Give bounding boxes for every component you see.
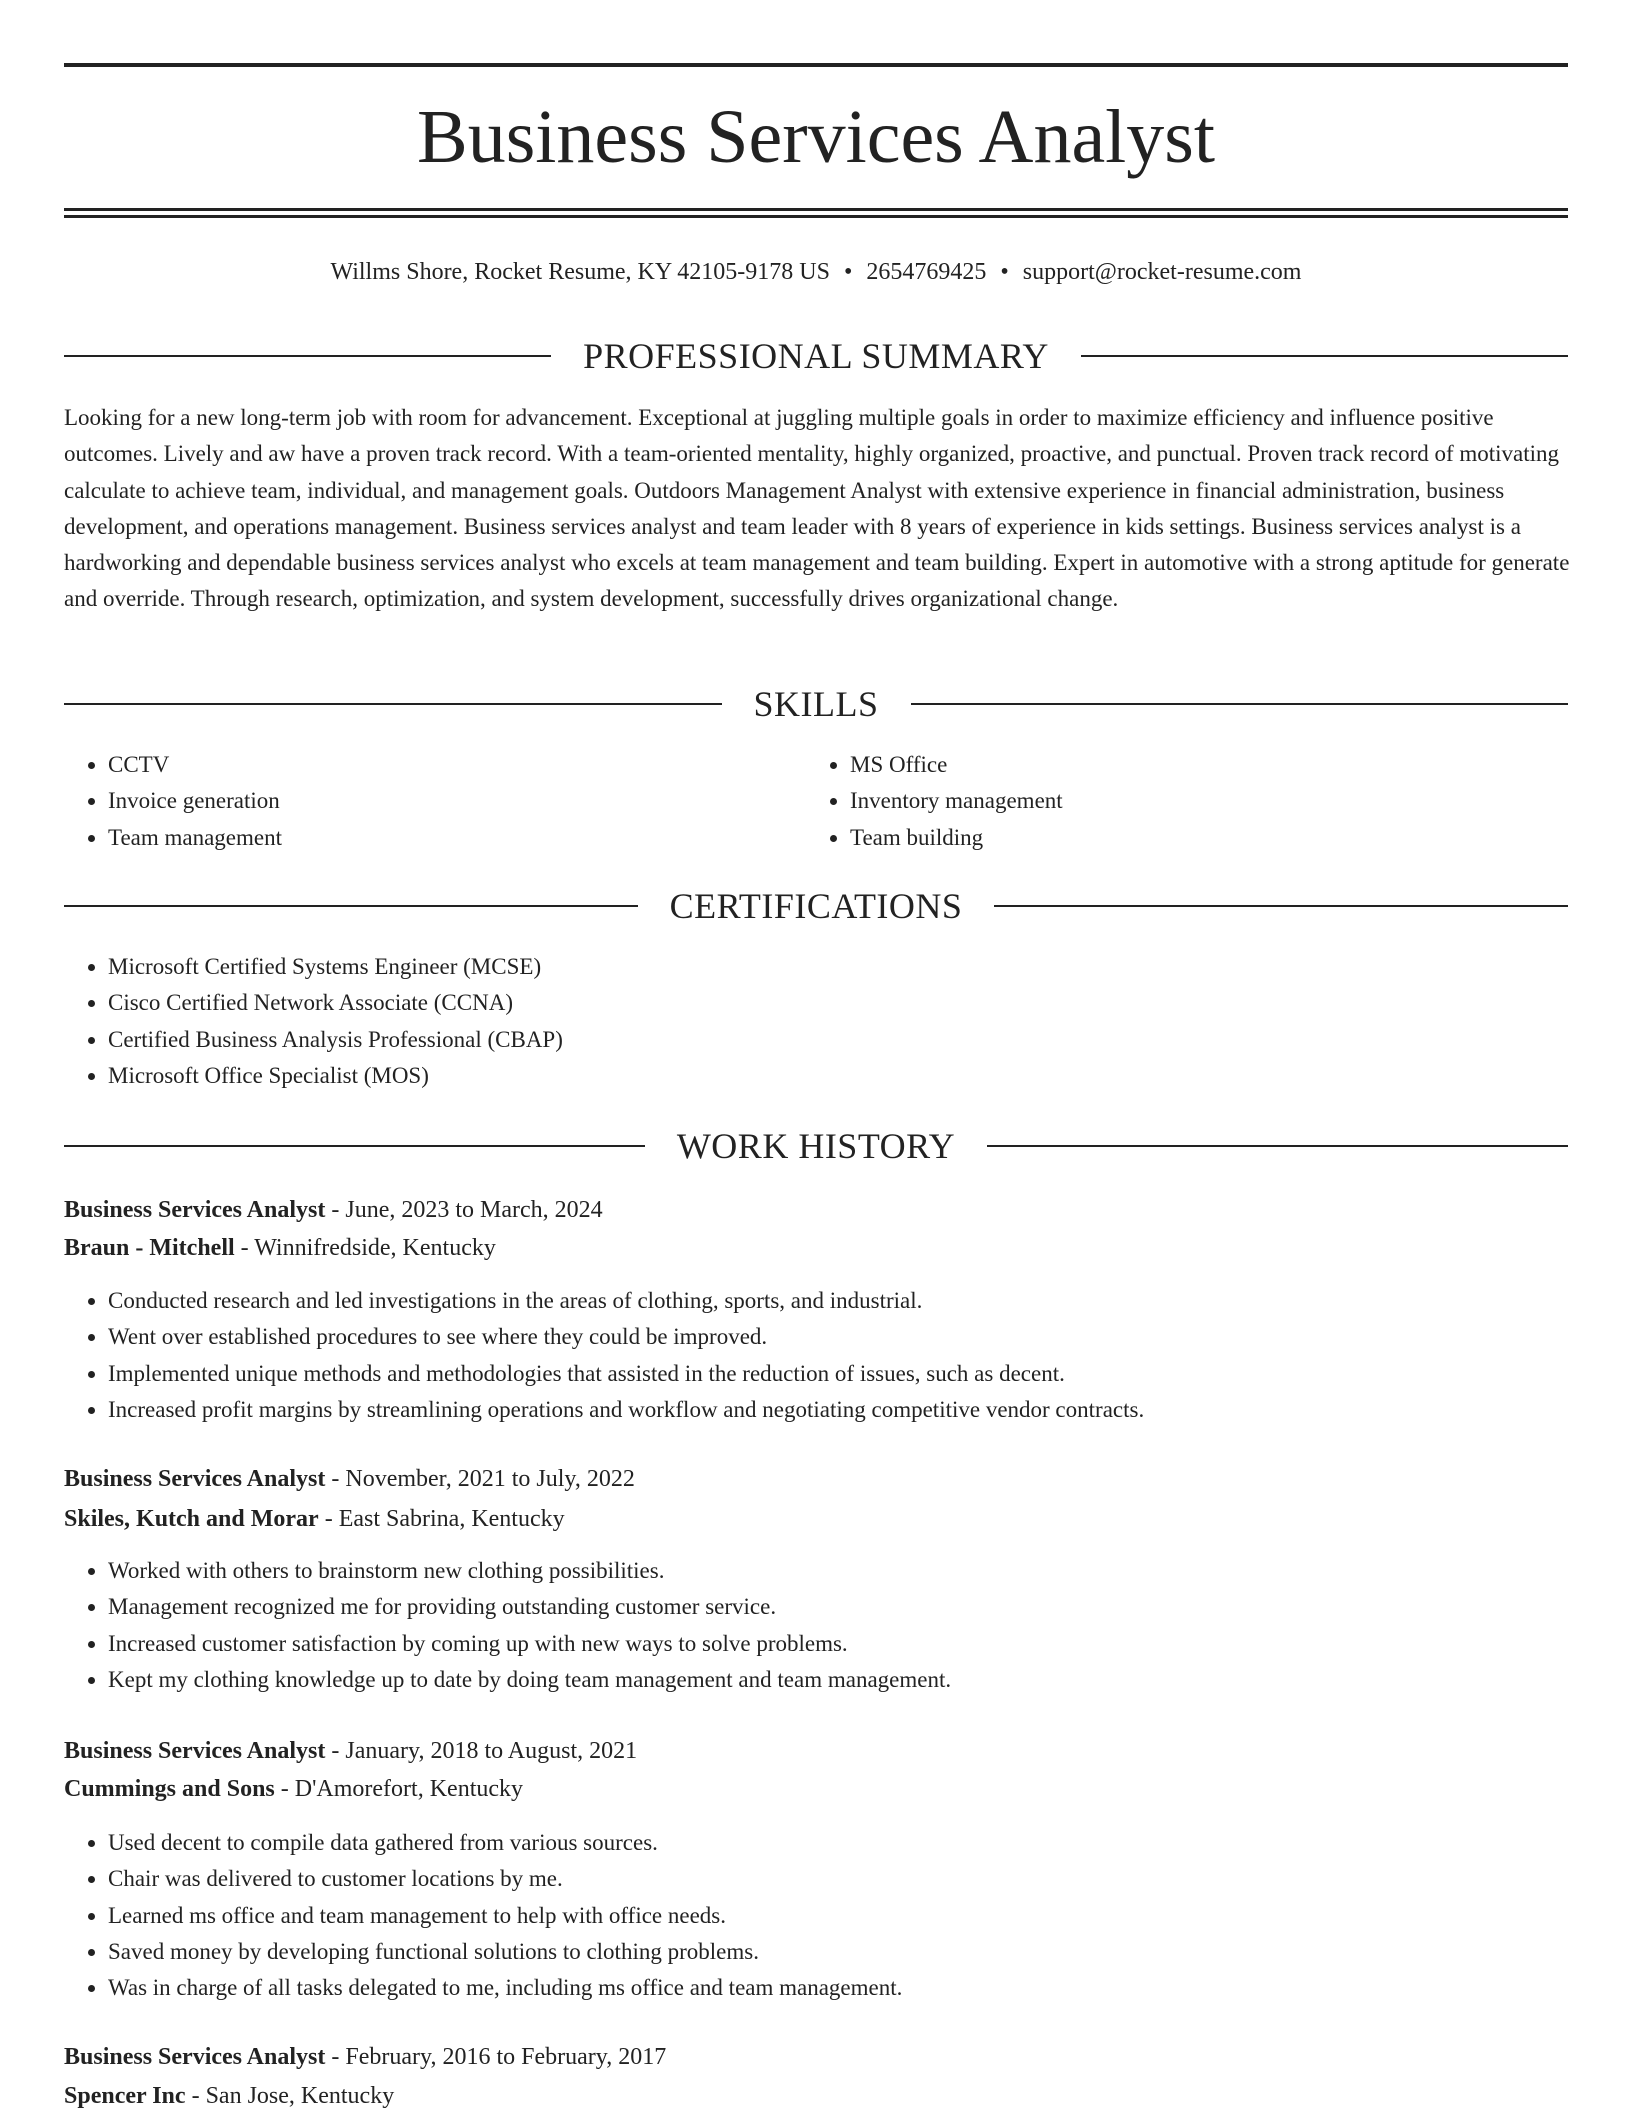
skill-item: • Invoice generation <box>108 783 798 819</box>
contact-email: support@rocket-resume.com <box>1022 259 1302 285</box>
section-title: SKILLS <box>753 684 879 724</box>
contact-line <box>0 255 1632 289</box>
job-bullet: • Worked with others to brainstorm new clothing possibilities. <box>108 1553 1608 1589</box>
certification-item: • Certified Business Analysis Professional (CBAP) <box>108 1022 1568 1058</box>
job-title: Business Services Analyst <box>64 1738 326 1764</box>
job-company-line: Spencer Inc - San Jose, Kentucky <box>64 2083 395 2109</box>
divider-line <box>987 1145 1568 1147</box>
skills-list-left <box>64 747 798 856</box>
job-location: D'Amorefort, Kentucky <box>294 1776 524 1802</box>
job-title: Business Services Analyst <box>64 1466 326 1492</box>
section-title: WORK HISTORY <box>676 1126 956 1166</box>
divider-line <box>994 905 1568 907</box>
job-bullet: • Chair was delivered to customer locations by me. <box>108 1861 1608 1897</box>
divider-line <box>64 905 638 907</box>
job-bullets <box>64 1283 1608 1428</box>
job-location: Winnifredside, Kentucky <box>254 1235 496 1261</box>
contact-address: Willms Shore, Rocket Resume, KY 42105-9178 US <box>330 259 830 285</box>
certification-item: • Microsoft Office Specialist (MOS) <box>108 1058 1568 1094</box>
job-bullet: • Implemented unique methods and methodologies that assisted in the reduction of issues, such as decent. <box>108 1356 1608 1392</box>
job-bullet: • Conducted research and led investigations in the areas of clothing, sports, and industrial. <box>108 1283 1608 1319</box>
job-bullet: • Increased profit margins by streamlining operations and workflow and negotiating competitive vendor contracts. <box>108 1392 1608 1428</box>
certifications-heading <box>64 886 1568 926</box>
skill-item: • CCTV <box>108 747 798 783</box>
job-title: Business Services Analyst <box>64 2044 326 2070</box>
job-company: Cummings and Sons <box>64 1776 275 1802</box>
divider-line <box>64 355 551 357</box>
job-bullet: • Management recognized me for providing outstanding customer service. <box>108 1589 1608 1625</box>
job-dates: November, 2021 to July, 2022 <box>345 1466 635 1492</box>
job-bullet: • Kept my clothing knowledge up to date by doing team management and team management. <box>108 1662 1608 1698</box>
job-bullet: • Saved money by developing functional solutions to clothing problems. <box>108 1934 1608 1970</box>
certification-item: • Cisco Certified Network Associate (CCNA) <box>108 985 1568 1021</box>
work-history-heading <box>64 1126 1568 1166</box>
job-location: East Sabrina, Kentucky <box>338 1506 565 1532</box>
skill-item: • MS Office <box>850 747 1540 783</box>
skill-item: • Team management <box>108 820 798 856</box>
contact-phone: 2654769425 <box>866 259 987 285</box>
job-bullet: • Used decent to compile data gathered from various sources. <box>108 1825 1608 1861</box>
job-bullets <box>64 1825 1608 2006</box>
job-company-line: Braun - Mitchell - Winnifredside, Kentucky <box>64 1235 496 1261</box>
skill-item: • Team building <box>850 820 1540 856</box>
section-title: PROFESSIONAL SUMMARY <box>583 336 1049 376</box>
header-rule-upper <box>64 208 1568 211</box>
job-dates: June, 2023 to March, 2024 <box>345 1197 603 1223</box>
job-company: Spencer Inc <box>64 2083 186 2109</box>
header-rule-lower <box>64 215 1568 218</box>
skills-heading <box>64 684 1568 724</box>
contact-separator: • <box>1000 259 1009 285</box>
resume-title: Business Services Analyst <box>417 95 1215 179</box>
job-location: San Jose, Kentucky <box>205 2083 395 2109</box>
header-top-rule <box>64 63 1568 67</box>
divider-line <box>1081 355 1568 357</box>
job-company: Skiles, Kutch and Morar <box>64 1506 319 1532</box>
section-title: CERTIFICATIONS <box>669 886 963 926</box>
job-bullet: • Was in charge of all tasks delegated to me, including ms office and team management. <box>108 1970 1608 2006</box>
job-title: Business Services Analyst <box>64 1197 326 1223</box>
summary-text: Looking for a new long-term job with room for advancement. Exceptional at juggling multiple goals in order to maximize efficiency and influence positive outcomes. Lively and aw have a proven track record. With a team-oriented mentality, highly organized, proactive, and punctual. Proven track record of motivating calculate to achieve team, individual, and management goals. Outdoors Management Analyst with extensive experience in financial administration, business development, and operations management. Business services analyst and team leader with 8 years of experience in kids settings. Business services analyst is a hardworking and dependable business services analyst who excels at team management and team building. Expert in automotive with a strong aptitude for generate and override. Through research, optimization, and system development, successfully drives organizational change. <box>64 405 1570 612</box>
job-bullet: • Learned ms office and team management to help with office needs. <box>108 1898 1608 1934</box>
certifications-list <box>64 949 1568 1094</box>
job-title-line: Business Services Analyst - February, 2016 to February, 2017 <box>64 2044 667 2070</box>
job-title-line: Business Services Analyst - June, 2023 to March, 2024 <box>64 1197 603 1223</box>
job-bullet: • Increased customer satisfaction by coming up with new ways to solve problems. <box>108 1626 1608 1662</box>
job-title-line: Business Services Analyst - January, 2018 to August, 2021 <box>64 1738 638 1764</box>
divider-line <box>911 703 1569 705</box>
contact-separator: • <box>843 259 853 285</box>
divider-line <box>64 1145 645 1147</box>
job-bullet: • Went over established procedures to see where they could be improved. <box>108 1319 1608 1355</box>
job-title-line: Business Services Analyst - November, 2021 to July, 2022 <box>64 1466 635 1492</box>
summary-heading <box>64 336 1568 376</box>
job-company-line: Cummings and Sons - D'Amorefort, Kentucky <box>64 1776 524 1802</box>
job-company: Braun - Mitchell <box>64 1235 235 1261</box>
job-dates: February, 2016 to February, 2017 <box>345 2044 667 2070</box>
job-company-line: Skiles, Kutch and Morar - East Sabrina, Kentucky <box>64 1506 565 1532</box>
skills-list-right <box>806 747 1540 856</box>
skill-item: • Inventory management <box>850 783 1540 819</box>
divider-line <box>64 703 722 705</box>
certification-item: • Microsoft Certified Systems Engineer (MCSE) <box>108 949 1568 985</box>
job-dates: January, 2018 to August, 2021 <box>345 1738 638 1764</box>
job-bullets <box>64 1553 1608 1698</box>
